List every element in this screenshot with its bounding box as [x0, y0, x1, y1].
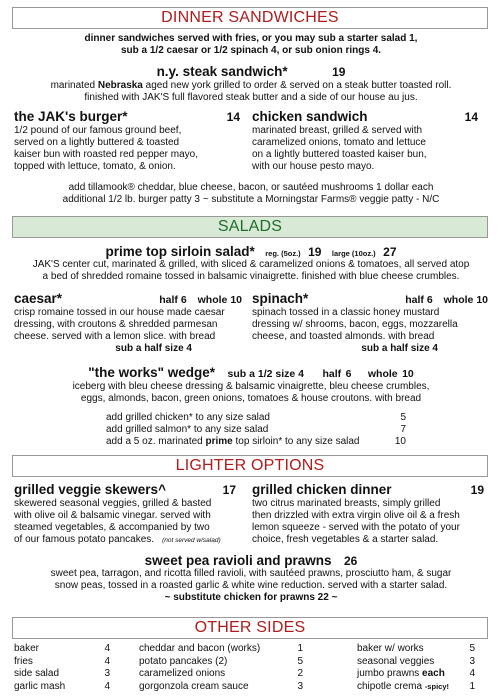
item-desc-line: marinated breast, grilled & served with: [252, 125, 423, 136]
sandwich-intro-line-2: sub a 1/2 caesar or 1/2 spinach 4, or sub onion rings 4.: [120, 45, 382, 56]
section-banner-salads: [12, 216, 488, 238]
sides-column-3: [357, 643, 475, 693]
item-desc-line: dressing, with croutons & shredded parmesan: [14, 319, 218, 330]
half-price: 6: [180, 294, 187, 306]
item-desc-line: then drizzled with extra virgin olive oil & a fresh: [252, 510, 460, 521]
item-desc-line: spinach tossed in a classic honey mustard: [252, 307, 440, 318]
item-desc-line: lemon squeeze - served with the potato of your: [252, 522, 460, 533]
side-name: cheddar and bacon (works): [139, 643, 261, 654]
desc-text-bold: Nebraska: [97, 80, 143, 91]
menu-item-veggie-skewers: [14, 482, 240, 547]
addon-label: [106, 412, 270, 424]
whole-label: whole: [443, 294, 474, 306]
item-desc-line: cheese, and toasted almonds. with bread: [252, 331, 435, 342]
menu-item-chicken-sandwich: [252, 109, 484, 173]
whole-price: 10: [476, 294, 488, 306]
side-item: [357, 668, 475, 681]
menu-item-spinach: [252, 291, 488, 355]
menu-item-steak-sandwich: [0, 63, 502, 81]
side-price: 3: [104, 668, 110, 679]
item-name: chicken sandwich: [252, 109, 368, 124]
wedge-description-line-1: iceberg with bleu cheese dressing & balsamic vinaigrette, bleu cheese crumbles,: [72, 381, 430, 392]
item-note: (not served w/salad): [162, 537, 221, 544]
item-name: sweet pea ravioli and prawns: [144, 553, 332, 568]
side-name: fries: [14, 655, 33, 667]
side-item: [357, 643, 475, 656]
item-price: 14: [464, 110, 478, 124]
half-price: 6: [426, 294, 433, 306]
salad-addon-row: [106, 412, 406, 424]
item-name: caesar*: [14, 291, 63, 306]
side-price: 4: [469, 668, 475, 679]
sandwich-intro-line-1: dinner sandwiches served with fries, or you may sub a starter salad 1,: [84, 33, 418, 44]
item-name: "the works" wedge*: [88, 365, 216, 380]
item-desc-line: on a lightly buttered toasted kaiser bun,: [252, 149, 427, 160]
price-reg: 19: [308, 245, 322, 259]
addon-text: add grilled chicken* to any size salad: [106, 412, 270, 423]
side-item: [139, 643, 303, 656]
section-banner-other-sides: [12, 617, 488, 639]
side-name: gorgonzola cream sauce: [139, 680, 249, 692]
addon-text: add grilled salmon* to any size salad: [106, 424, 269, 435]
side-name: garlic mash: [14, 680, 66, 692]
item-desc-line: 1/2 pound of our famous ground beef,: [14, 125, 182, 136]
half-label: half: [405, 294, 424, 306]
size-label-large: large (10oz.): [331, 249, 376, 258]
item-desc-line: served on a lightly buttered & toasted: [14, 137, 180, 148]
side-item: [14, 681, 110, 694]
desc-text: aged new york grilled to order & served on a steak butter toasted roll.: [142, 80, 452, 91]
side-price: 2: [297, 668, 303, 679]
addon-label: [106, 436, 359, 448]
addon-price: 10: [394, 436, 406, 447]
addon-label: [106, 424, 268, 436]
side-price: 5: [297, 655, 303, 667]
item-desc-line: [14, 534, 240, 547]
ravioli-substitute: ~ substitute chicken for prawns 22 ~: [164, 592, 338, 603]
item-desc-line: two citrus marinated breasts, simply grilled: [252, 498, 441, 509]
size-label-reg: reg. (5oz.): [265, 249, 301, 258]
side-price: 4: [104, 680, 110, 692]
item-desc-line: kaiser bun with roasted red pepper mayo,: [14, 149, 198, 160]
desc-text: marinated: [50, 80, 98, 91]
whole-price: 10: [402, 368, 414, 380]
side-name: jumbo prawns: [357, 668, 423, 679]
sirloin-description-line-1: JAK'S center cut, marinated & grilled, with sliced & caramelized onions & tomatoes, all served atop: [32, 259, 470, 270]
menu-item-chicken-dinner: [252, 482, 488, 546]
side-item: [357, 681, 475, 694]
item-name: grilled veggie skewers^: [14, 482, 166, 497]
item-desc-line: topped with lettuce, tomato, & onion.: [14, 161, 176, 172]
item-price: 26: [343, 554, 358, 568]
side-name: seasonal veggies: [357, 655, 435, 667]
item-price: 19: [470, 483, 484, 497]
addon-text-bold: prime: [205, 436, 233, 447]
side-price: 4: [104, 655, 110, 667]
item-desc-line: with our house pesto mayo.: [252, 161, 375, 172]
half-label: half: [159, 294, 178, 306]
whole-price: 10: [230, 294, 242, 306]
side-name: caramelized onions: [139, 668, 226, 679]
ravioli-description-line-2: snow peas, tossed in a roasted garlic & white wine reduction. served with a starter salad.: [54, 580, 448, 591]
side-item: [357, 656, 475, 669]
item-price: 19: [332, 65, 346, 79]
section-banner-dinner-sandwiches: [12, 7, 488, 29]
half-price: 6: [345, 368, 352, 380]
menu-item-works-wedge: [0, 364, 502, 382]
menu-item-caesar: [14, 291, 242, 355]
item-desc-line: cheese. served with a lemon slice. with bread: [14, 331, 216, 342]
addon-text: top sirloin* to any size salad: [232, 436, 360, 447]
addon-price: 5: [400, 412, 406, 423]
sirloin-description-line-2: a bed of shredded romaine tossed in balsamic vinaigrette. finished with blue cheese crumbles.: [42, 271, 460, 282]
sub-half-size: sub a half size 4: [115, 343, 192, 354]
sub-half-size: sub a half size 4: [361, 343, 438, 354]
item-name: grilled chicken dinner: [252, 482, 392, 497]
side-name: baker: [14, 643, 40, 654]
side-price: 3: [469, 655, 475, 667]
addon-price: 7: [400, 424, 406, 435]
sub-half-size: sub a 1/2 size 4: [227, 368, 304, 380]
item-desc-line: caramelized onions, tomato and lettuce: [252, 137, 426, 148]
sides-column-1: [14, 643, 110, 693]
section-title: OTHER SIDES: [194, 619, 306, 636]
item-name: the JAK's burger*: [14, 109, 128, 124]
item-name: spinach*: [252, 291, 309, 306]
section-title: DINNER SANDWICHES: [161, 9, 339, 26]
item-desc-line: crisp romaine tossed in our house made caesar: [14, 307, 225, 318]
side-name: potato pancakes (2): [139, 655, 228, 667]
half-label: half: [322, 368, 342, 380]
side-item: [14, 668, 110, 681]
price-large: 27: [383, 245, 397, 259]
steak-description-line-2: finished with JAK'S full flavored steak butter and a side of our house au jus.: [84, 92, 418, 103]
addon-text: add a 5 oz. marinated: [106, 436, 206, 447]
salad-addon-row: [106, 424, 406, 436]
sandwich-addon-line-2: additional 1/2 lb. burger patty 3 ~ substitute a Morningstar Farms® veggie patty - N/C: [62, 194, 440, 205]
side-price: 3: [297, 680, 303, 692]
side-name: side salad: [14, 668, 60, 679]
ravioli-description-line-1: sweet pea, tarragon, and ricotta filled ravioli, with sautéed prawns, prosciutto ham, & sugar: [50, 568, 452, 579]
side-price: 1: [297, 643, 303, 654]
item-price: 14: [226, 110, 240, 124]
steak-description-line-1: [0, 80, 502, 92]
wedge-description-line-2: eggs, almonds, bacon, green onions, tomatoes & house croutons. with bread: [80, 393, 422, 404]
item-name: n.y. steak sandwich*: [156, 64, 288, 79]
menu-item-burger: [14, 109, 246, 173]
whole-label: whole: [367, 368, 398, 380]
section-title: LIGHTER OPTIONS: [175, 457, 325, 474]
item-price: 17: [222, 483, 236, 497]
side-price: 1: [469, 680, 475, 692]
sides-column-2: [139, 643, 303, 693]
salad-addon-row: [106, 436, 406, 448]
item-desc-line: choice, fresh vegetables & a starter salad.: [252, 534, 439, 545]
side-name: baker w/ works: [357, 643, 424, 654]
side-price: 4: [104, 643, 110, 654]
item-desc-line: skewered seasonal veggies, grilled & basted: [14, 498, 212, 509]
sandwich-addon-line-1: add tillamook® cheddar, blue cheese, bacon, or sautéed mushrooms 1 dollar each: [68, 182, 434, 193]
side-price: 5: [469, 643, 475, 654]
side-item: [139, 656, 303, 669]
desc-text: of our famous potato pancakes.: [14, 534, 155, 545]
side-suffix: each: [422, 668, 445, 679]
item-desc-line: with olive oil & balsamic vinegar. served with: [14, 510, 211, 521]
item-desc-line: steamed vegetables, & accompanied by two: [14, 522, 210, 533]
side-item: [139, 668, 303, 681]
whole-label: whole: [197, 294, 228, 306]
side-suffix: -spicy!: [424, 681, 449, 691]
side-name: chipotle crema: [357, 680, 425, 692]
item-desc-line: dressing w/ shrooms, bacon, eggs, mozzarella: [252, 319, 458, 330]
side-item: [14, 643, 110, 656]
item-name: prime top sirloin salad*: [105, 244, 255, 259]
side-item: [14, 656, 110, 669]
side-item: [139, 681, 303, 694]
section-banner-lighter-options: [12, 455, 488, 477]
section-title: SALADS: [217, 218, 283, 235]
